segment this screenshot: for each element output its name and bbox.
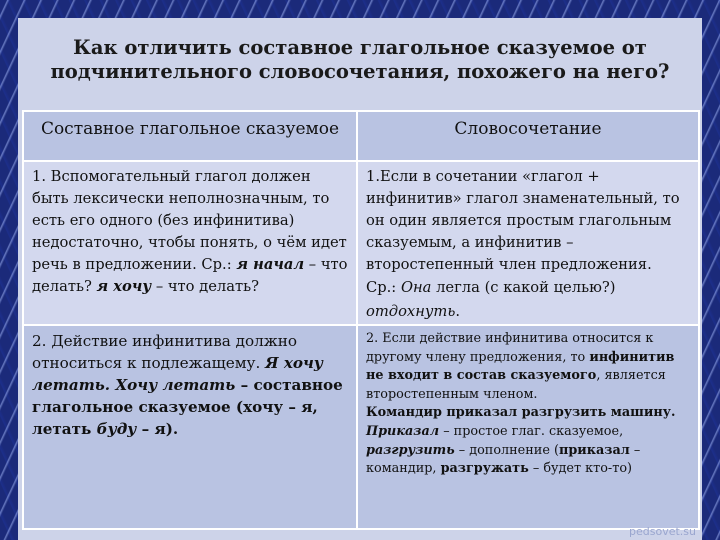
watermark: pedsovet.su [629, 525, 696, 538]
text-fragment: , является второстепенным членом. [366, 368, 666, 402]
text-fragment: 2. Действие инфинитива должно относиться к подлежащему. [32, 332, 298, 372]
example-bold: Приказал [366, 423, 440, 439]
text-fragment: 2. Если действие инфинитива относится к другому члену предложения, то [366, 331, 654, 365]
row1-right-cell [357, 161, 699, 325]
text-bold: приказал [558, 442, 630, 458]
example-line [366, 276, 692, 324]
example-bold: буду [96, 420, 137, 438]
row2-left-text [24, 326, 356, 440]
text-fragment: – дополнение ( [454, 442, 559, 458]
row2-right-cell [357, 325, 699, 529]
title-line-1: Как отличить составное глагольное сказуемое от [73, 36, 647, 59]
text-fragment: 1. Вспомогательный глагол должен быть лексически неполнозначным, то есть его одного (без инфинитива) недостаточно, чтобы понять, о чём идет речь в предложении. Ср.: [32, 168, 347, 273]
text-fragment: . [455, 303, 460, 320]
table-row [23, 161, 699, 325]
text-fragment: – что делать? [151, 278, 260, 295]
example-bold: я хочу [96, 278, 152, 295]
row2-right-text [358, 326, 698, 479]
row2-left-cell [23, 325, 357, 529]
text-fragment: – что делать? [32, 256, 348, 295]
comparison-table [22, 110, 700, 530]
text-fragment: – будет кто-то) [528, 461, 633, 477]
text-bold: разгружать [440, 461, 529, 477]
text-fragment: 1.Если в сочетании «глагол + инфинитив» глагол знаменательный, то он один является простым глагольным сказуемым, а инфинитив – второстепенный член предложения. [366, 168, 680, 273]
title-line-2: подчинительного словосочетания, похожего на него? [50, 60, 670, 83]
text-fragment: легла (с какой целью?) [431, 279, 616, 296]
header-cell-phrase [357, 111, 699, 161]
slide-title [18, 36, 702, 84]
example-bold: разгрузить [366, 442, 455, 458]
table-header-row [23, 111, 699, 161]
row1-left-text [24, 162, 356, 298]
paragraph [366, 404, 692, 478]
text-bold: – я). [136, 420, 179, 438]
text-bold: инфинитив не входит в состав сказуемого [366, 349, 675, 384]
example-bold: я начал [236, 256, 305, 273]
example-bold: Командир приказал разгрузить машину. [366, 405, 676, 421]
row1-left-cell [23, 161, 357, 325]
header-cell-predicate [23, 111, 357, 161]
slide [18, 18, 702, 540]
example-bold: Я хочу летать. Хочу летать [32, 354, 323, 394]
row1-right-text [358, 162, 698, 324]
paragraph [366, 330, 692, 404]
text-fragment: – командир, [366, 442, 641, 477]
header-label-predicate: Составное глагольное сказуемое [40, 119, 340, 139]
table-row [23, 325, 699, 529]
example-italic: Она [400, 279, 432, 296]
example-italic: отдохнуть [366, 303, 456, 320]
text-fragment: Ср.: [366, 279, 401, 296]
text-bold: – составное глагольное сказуемое (хочу – я, летать [32, 376, 343, 438]
header-label-phrase: Словосочетание [454, 119, 602, 139]
text-fragment: – простое глаг. сказуемое, [439, 423, 624, 439]
